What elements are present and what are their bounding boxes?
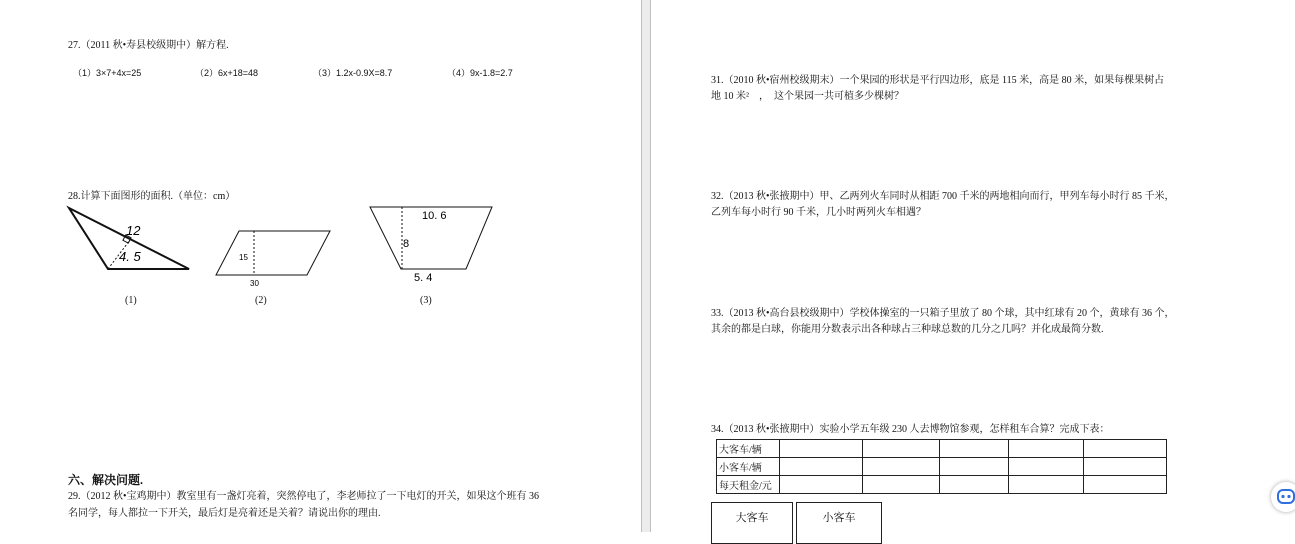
left-page <box>0 0 642 532</box>
table-cell <box>780 440 863 458</box>
parallelogram-figure <box>214 228 334 290</box>
table-cell <box>1084 458 1167 476</box>
triangle-figure <box>66 205 192 275</box>
table-cell <box>780 476 863 494</box>
triangle-label-b: 4. 5 <box>119 249 141 264</box>
q32-line2: 乙列车每小时行 90 千米，几小时两列火车相遇？ <box>711 207 926 218</box>
q27-eq2: （2）6x+18=48 <box>195 68 259 78</box>
q29-line2: 名同学，每人都拉一下开关，最后灯是亮着还是关着？请说出你的理由. <box>68 508 381 519</box>
small-bus-label: 小客车 <box>822 512 856 524</box>
large-bus-box <box>711 502 793 544</box>
table-cell <box>940 458 1009 476</box>
q33-line2: 其余的都是白球，你能用分数表示出各种球占三种球总数的几分之几吗？并化成最简分数. <box>711 324 1104 335</box>
floating-assistant-button[interactable] <box>1271 482 1295 512</box>
trapezoid-label-h: 8 <box>403 238 410 250</box>
row-header-rent: 每天租金/元 <box>717 476 780 494</box>
table-row <box>717 440 1167 458</box>
parallelogram-label-b: 30 <box>250 279 259 288</box>
table-cell <box>863 458 940 476</box>
table-cell <box>863 440 940 458</box>
table-cell <box>1009 458 1084 476</box>
table-cell <box>1009 476 1084 494</box>
q29-line1: 29.（2012 秋•宝鸡期中）教室里有一盏灯亮着，突然停电了，李老师拉了一下电灯的开关，如果这个班有 36 <box>68 491 540 502</box>
q33-line1: 33.（2013 秋•高台县校级期中）学校体操室的一只箱子里放了 80 个球，其中红球有 20 个，黄球有 36 个， <box>711 308 1175 319</box>
triangle-label-a: 12 <box>126 223 141 238</box>
table-row <box>717 458 1167 476</box>
table-cell <box>1084 476 1167 494</box>
small-bus-box <box>796 502 882 544</box>
q28-title: 28.计算下面图形的面积.（单位：cm） <box>68 191 236 202</box>
page-gutter <box>642 0 651 532</box>
large-bus-label: 大客车 <box>735 512 769 524</box>
fig2-caption: (2) <box>255 295 267 306</box>
fig1-caption: (1) <box>125 295 137 306</box>
table-cell <box>863 476 940 494</box>
rental-table <box>716 439 1167 494</box>
table-cell <box>940 476 1009 494</box>
q31-line1: 31.（2010 秋•宿州校级期末）一个果园的形状是平行四边形，底是 115 米，高是 80 米，如果每棵果树占 <box>711 75 1165 86</box>
fig3-caption: (3) <box>420 295 432 306</box>
section-heading: 六、解决问题. <box>68 473 144 487</box>
table-cell <box>780 458 863 476</box>
q32-line1: 32.（2013 秋•张掖期中）甲、乙两列火车同时从相距 700 千米的两地相向而行，甲列车每小时行 85 千米， <box>711 191 1175 202</box>
chat-bot-icon <box>1271 482 1295 512</box>
q27-eq3: （3）1.2x-0.9X=8.7 <box>313 68 393 78</box>
trapezoid-figure <box>368 205 496 285</box>
trapezoid-label-bottom: 5. 4 <box>414 272 433 284</box>
table-row <box>717 476 1167 494</box>
parallelogram-label-h: 15 <box>239 253 248 262</box>
table-cell <box>940 440 1009 458</box>
row-header-small-bus: 小客车/辆 <box>717 458 780 476</box>
q27-eq4: （4）9x-1.8=2.7 <box>447 68 513 78</box>
q31-line2: 地 10 米² ， 这个果园一共可植多少棵树？ <box>711 91 904 102</box>
row-header-large-bus: 大客车/辆 <box>717 440 780 458</box>
q34-title: 34.（2013 秋•张掖期中）实验小学五年级 230 人去博物馆参观，怎样租车合算？完成下表： <box>711 424 1110 435</box>
table-cell <box>1009 440 1084 458</box>
q27-title: 27.（2011 秋•寿县校级期中）解方程. <box>68 40 229 51</box>
table-cell <box>1084 440 1167 458</box>
parallelogram-shape <box>216 231 330 275</box>
trapezoid-label-top: 10. 6 <box>422 210 447 222</box>
q27-eq1: （1）3×7+4x=25 <box>73 68 142 78</box>
